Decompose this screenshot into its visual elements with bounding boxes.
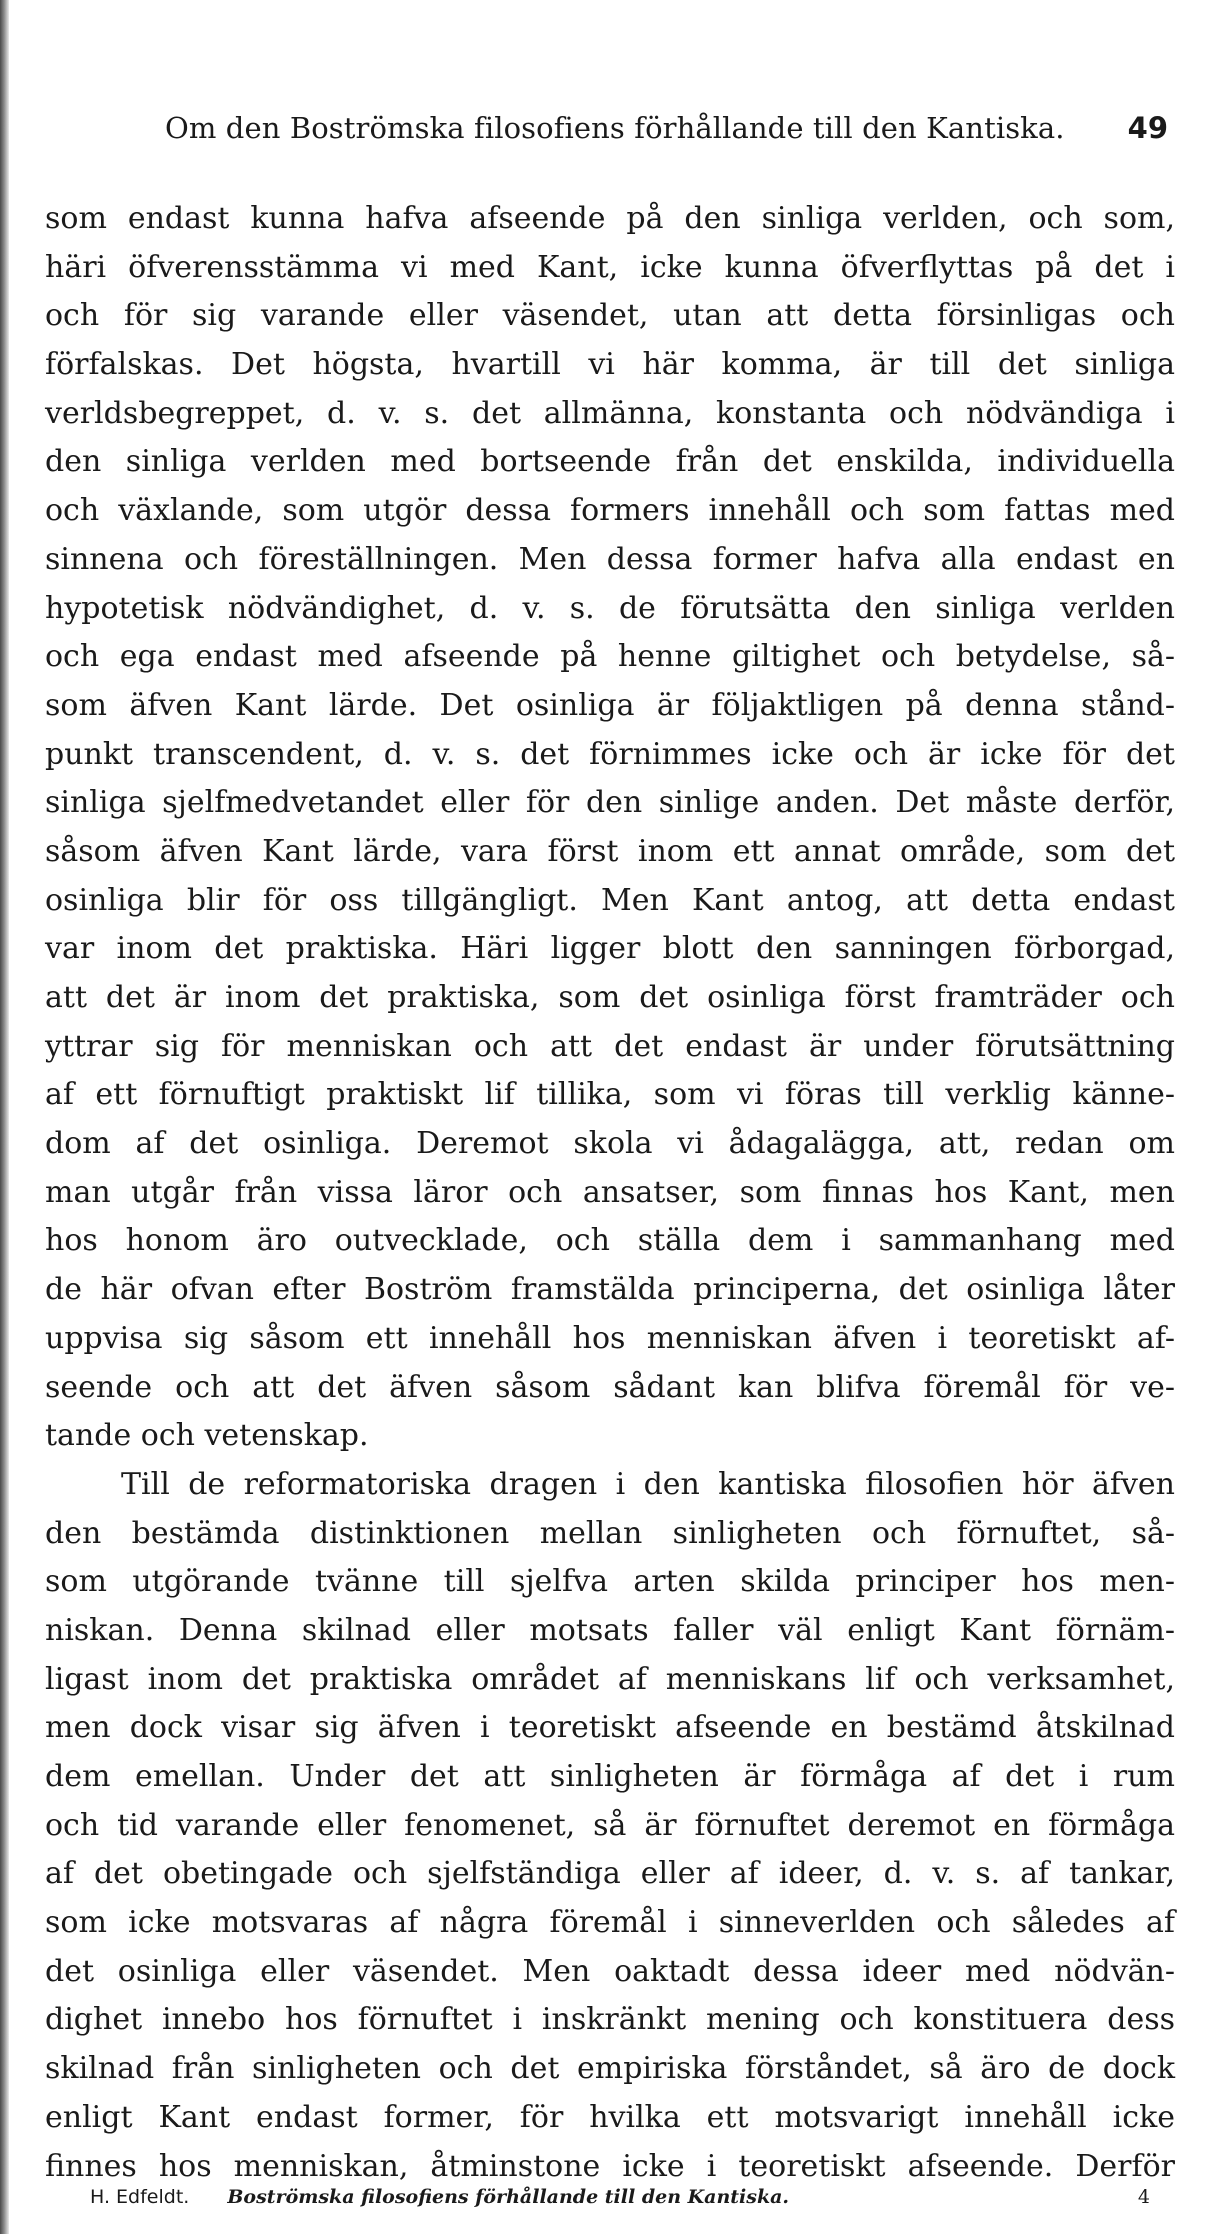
text-line: skilnad från sinligheten och det empiriska förståndet, så äro de dock: [45, 2051, 1175, 2087]
text-line: yttrar sig för menniskan och att det endast är under förutsättning: [45, 1028, 1175, 1064]
paragraph-first-line: Till de reformatoriska dragen i den kantiska filosofien hör äfven: [121, 1466, 1175, 1502]
text-line: hos honom äro outvecklade, och ställa dem i sammanhang med: [45, 1223, 1175, 1259]
text-line: seende och att det äfven såsom sådant kan blifva föremål för ve-: [45, 1369, 1175, 1405]
text-line: sinnena och föreställningen. Men dessa former hafva alla endast en: [45, 541, 1175, 577]
text-line: man utgår från vissa läror och ansatser, som finnas hos Kant, men: [45, 1174, 1175, 1210]
footer-book-title: Boströmska filosofiens förhållande till den Kantiska.: [227, 2186, 790, 2208]
page-edge-shadow: [0, 0, 9, 2234]
text-line: dighet innebo hos förnuftet i inskränkt mening och konstituera dess: [45, 2002, 1175, 2038]
text-line: som endast kunna hafva afseende på den sinliga verlden, och som,: [45, 201, 1175, 236]
text-line: enligt Kant endast former, för hvilka ett motsvarigt innehåll icke: [45, 2099, 1175, 2135]
text-line: men dock visar sig äfven i teoretiskt afseende en bestämd åtskilnad: [45, 1710, 1175, 1746]
signature-mark: 4: [1137, 2186, 1150, 2208]
text-line: som äfven Kant lärde. Det osinliga är följaktligen på denna stånd-: [45, 687, 1175, 723]
text-line: var inom det praktiska. Häri ligger blott den sanningen förborgad,: [45, 931, 1175, 967]
text-line: den sinliga verlden med bortseende från det enskilda, individuella: [45, 444, 1175, 480]
text-line: att det är inom det praktiska, som det osinliga först framträder och: [45, 980, 1175, 1015]
text-line: och för sig varande eller väsendet, utan att detta försinligas och: [45, 298, 1175, 334]
signature-footer: [90, 2184, 1150, 2210]
text-line: hypotetisk nödvändighet, d. v. s. de förutsätta den sinliga verlden: [45, 590, 1175, 626]
text-line: såsom äfven Kant lärde, vara först inom ett annat område, som det: [45, 833, 1175, 869]
paragraph-last-line: tande och vetenskap.: [45, 1418, 369, 1454]
text-line: häri öfverensstämma vi med Kant, icke kunna öfverflyttas på det i: [45, 249, 1175, 285]
text-line: som utgörande tvänne till sjelfva arten skilda principer hos men-: [45, 1564, 1175, 1600]
text-line: de här ofvan efter Boström framstälda principerna, det osinliga låter: [45, 1272, 1175, 1308]
text-line: dom af det osinliga. Deremot skola vi ådagalägga, att, redan om: [45, 1126, 1175, 1162]
text-line: dem emellan. Under det att sinligheten är förmåga af det i rum: [45, 1759, 1175, 1794]
text-line: ligast inom det praktiska området af menniskans lif och verksamhet,: [45, 1661, 1175, 1697]
text-line: som icke motsvaras af några föremål i sinneverlden och således af: [45, 1905, 1175, 1941]
text-line: den bestämda distinktionen mellan sinligheten och förnuftet, så-: [45, 1515, 1175, 1551]
text-line: af ett förnuftigt praktiskt lif tillika, som vi föras till verklig känne-: [45, 1077, 1175, 1113]
running-header: [165, 108, 1168, 148]
text-line: och växlande, som utgör dessa formers innehåll och som fattas med: [45, 493, 1175, 529]
text-line: det osinliga eller väsendet. Men oaktadt dessa ideer med nödvän-: [45, 1953, 1175, 1989]
text-line: finnes hos menniskan, åtminstone icke i teoretiskt afseende. Derför: [45, 2148, 1175, 2184]
text-line: sinliga sjelfmedvetandet eller för den sinlige anden. Det måste derför,: [45, 785, 1175, 821]
running-header-title: Om den Boströmska filosofiens förhållande till den Kantiska.: [165, 111, 1065, 145]
body-text: [45, 195, 1175, 2191]
text-line: uppvisa sig såsom ett innehåll hos menniskan äfven i teoretiskt af-: [45, 1320, 1175, 1356]
text-line: verldsbegreppet, d. v. s. det allmänna, konstanta och nödvändiga i: [45, 395, 1175, 431]
text-line: punkt transcendent, d. v. s. det förnimmes icke och är icke för det: [45, 736, 1175, 772]
page-number: 49: [1127, 111, 1168, 145]
text-line: osinliga blir för oss tillgängligt. Men Kant antog, att detta endast: [45, 882, 1175, 918]
text-line: af det obetingade och sjelfständiga eller af ideer, d. v. s. af tankar,: [45, 1856, 1175, 1892]
text-line: förfalskas. Det högsta, hvartill vi här komma, är till det sinliga: [45, 347, 1175, 383]
footer-author: H. Edfeldt.: [90, 2186, 190, 2208]
text-line: niskan. Denna skilnad eller motsats faller väl enligt Kant förnäm-: [45, 1612, 1175, 1648]
text-line: och tid varande eller fenomenet, så är förnuftet deremot en förmåga: [45, 1807, 1175, 1843]
text-line: och ega endast med afseende på henne giltighet och betydelse, så-: [45, 639, 1175, 675]
